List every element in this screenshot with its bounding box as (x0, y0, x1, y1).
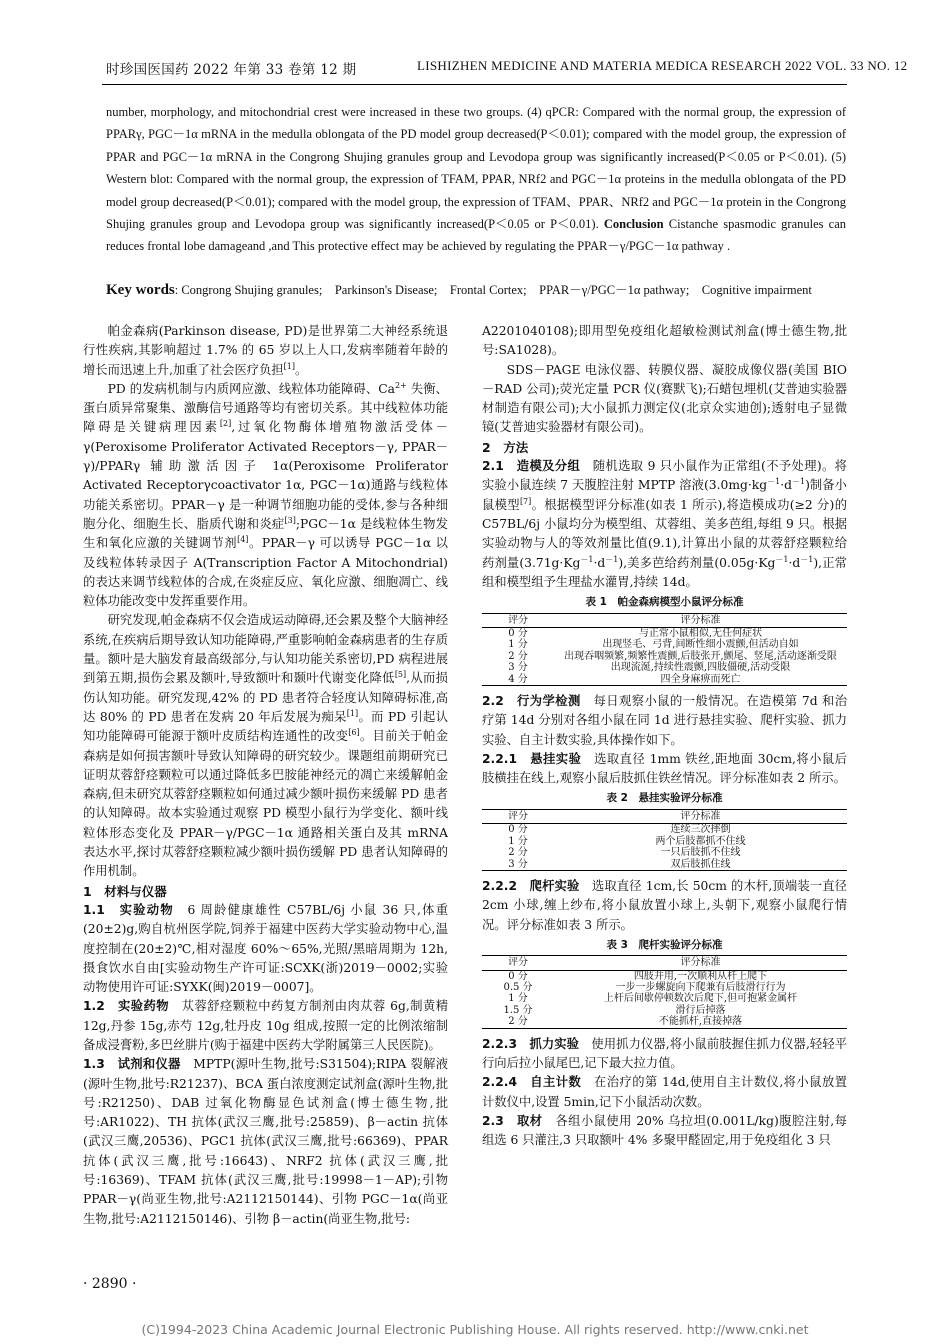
table-row: 0 分 连续三次摔倒 (508, 824, 731, 836)
table-1-grid (482, 613, 847, 686)
subsection-title: 2.2.3 抓力实验 (482, 1036, 580, 1051)
table-row: 0 分 与正常小鼠相似,无任何症状 (508, 627, 763, 639)
citation: [1] (346, 708, 359, 718)
table-header: 评分 (482, 613, 554, 627)
section-2-3: 2.3 取材 各组小鼠使用 20% 乌拉坦(0.001L/kg)腹腔注射,每组选 6 只灌注,3 只取额叶 4% 多聚甲醛固定,用于免疫组化 3 只 (482, 1113, 847, 1148)
table-row: 2 分 不能抓杆,直接掉落 (508, 1016, 743, 1028)
citation: [3] (284, 515, 296, 525)
section-2-2-3: 2.2.3 抓力实验 使用抓力仪器,将小鼠前肢握住抓力仪器,轻轻平行向后拉小鼠尾巴,记下最大拉力值。 (482, 1036, 847, 1070)
copyright-footer: (C)1994-2023 China Academic Journal Electronic Publishing House. All rights reserved. http://www.cnki.net (141, 1322, 809, 1337)
subsection-title: 1.1 实验动物 (83, 902, 174, 917)
table-row: 3 分 双后肢抓住线 (508, 858, 731, 870)
table-row: 1 分 上杆后间歇停顿数次后爬下,但可抱紧金属杆 (508, 993, 798, 1005)
subsection-title: 2.2.4 自主计数 (482, 1075, 582, 1090)
table-row: 1 分 出现竖毛、弓背,间断性细小震颤,但活动自如 (508, 639, 799, 651)
citation: [4] (237, 535, 249, 545)
section-2-1: 2.1 造模及分组 随机选取 9 只小鼠作为正常组(不予处理)。将实验小鼠连续 7 天腹腔注射 MPTP 溶液$(3.0mg\cdot kg^{-1}\cdot d^{-1})$制备小鼠模型[7]。根据模型评分标准(如表 1 所示),将造模成功(≥2 分)的 C57BL/6j 小鼠均分为模型组、苁蓉组、美多芭组,每组 9 只。根据实验动物与人的等效剂量比值(9.1),计算出小鼠的苁蓉舒痉颗粒给药剂量$(3.71g\cdot Kg^{-1}\cdot d^{-1})$,美多芭给药剂量$(0.05g\cdot Kg^{-1}\cdot d^{-1})$,正常组和模型组予生理盐水灌胃,持续 14d。 (482, 459, 847, 589)
table-title: 表 2 悬挂实验评分标准 (606, 792, 723, 805)
abstract-results-text: number, morphology, and mitochondrial crest were increased in these two groups. (4) qPCR: Compared with the normal group, the expression of PPARγ, PGC－1α mRNA in the medulla oblongata of the PD model group decreased(P＜0.01); compared with the model group, the expression of PPAR and PGC－1α mRNA in the Congrong Shujing granules group and Levodopa group was significantly increased(P＜0.05 or P＜0.01). (5) Western blot: Compared with the normal group, the expression of TFAM, PPAR, NRf2 and PGC－1α proteins in the medulla oblongata of the PD model group decreased(P＜0.01); compared with the model group, the expression of TFAM、PPAR、NRf2 and PGC－1α protein in the Congrong Shujing granules group and Levodopa group was significantly increased(P＜0.05 or P＜0.01). (106, 105, 846, 232)
conclusion-label: Conclusion (603, 217, 664, 232)
left-column (83, 322, 448, 1229)
section-2-2-4: 2.2.4 自主计数 在治疗的第 14d,使用自主计数仪,将小鼠放置计数仪中,设置 5min,记下小鼠活动次数。 (482, 1075, 847, 1109)
table-row: 3 分 出现流涎,持续性震颤,四肢僵硬,活动受限 (508, 662, 791, 674)
table-row: 0 分 四肢并用,一次顺利从杆上爬下 (508, 970, 768, 982)
journal-header-chinese: 时珍国医国药 2022 年第 33 卷第 12 期 (106, 62, 357, 78)
section-1-2: 1.2 实验药物 苁蓉舒痉颗粒中药复方制剂由肉苁蓉 6g,制黄精 12g,丹参 15g,赤芍 12g,牡丹皮 10g 组成,按照一定的比例浓缩制备成浸膏粉,多巴丝肼片(购于福建中医药大学附属第三人民医院)。 (83, 999, 448, 1052)
subsection-title: 1.3 试剂和仪器 (83, 1057, 181, 1072)
section-1-1: 1.1 实验动物 6 周龄健康雄性 C57BL/6j 小鼠 36 只,体重(20±2)g,购自杭州医学院,饲养于福建中医药大学实验动物中心,温度控制在(20±2)℃,相对湿度 60%～65%,光照/黑暗周期为 12h,摄食饮水自由[实验动物生产许可证:SCXK(浙)2019－0002;实验动物使用许可证:SYXK(闽)2019－0007]。 (83, 902, 448, 995)
section-heading-methods: 2 方法 (482, 439, 529, 455)
section-heading-materials: 1 材料与仪器 (83, 883, 167, 899)
reagents-continued: A2201040108);即用型免疫组化超敏检测试剂盒(博士德生物,批号:SA1028)。 (482, 324, 847, 358)
intro-paragraph-1: 帕金森病(Parkinson disease, PD)是世界第二大神经系统退行性疾病,其影响超过 1.7% 的 65 岁以上人口,发病率随着年龄的增长而迅速上升,加重了社会医疗负担[1]。 (83, 324, 448, 377)
header-rule (102, 84, 847, 85)
citation: [5] (394, 670, 407, 680)
instruments-paragraph: SDS－PAGE 电泳仪器、转膜仪器、凝胶成像仪器(美国 BIO－RAD 公司);荧光定量 PCR 仪(赛默飞);石蜡包埋机(艾普迪实验器材制造有限公司);大小鼠抓力测定仪(北京众实迪创);透射电子显微镜(艾普迪实验器材有限公司)。 (482, 362, 847, 435)
table-header: 评分标准 (554, 956, 847, 970)
table-2 (482, 793, 847, 870)
superscript: 2+ (395, 380, 407, 390)
citation: [2] (219, 419, 232, 429)
intro-paragraph-3: 研究发现,帕金森病不仅会造成运动障碍,还会累及整个大脑神经系统,在疾病后期导致认知功能障碍,严重影响帕金森病患者的生存质量。额叶是大脑发育最高级部分,与认知功能关系密切,PD 病程进展到第五期,损伤会累及额叶,导致额叶和颞叶代谢变化降低[5],从而损伤认知功能。研究发现,42% 的 PD 患者符合轻度认知障碍标准,高达 80% 的 PD 患者在发病 20 年后发展为痴呆[1]。而 PD 引起认知功能障碍可能源于额叶皮质结构连通性的改变[6]。目前关于帕金森病是如何损害额叶导致认知障碍的研究较少。课题组前期研究已证明苁蓉舒痉颗粒可以通过降低多巴胺能神经元的凋亡来缓解帕金森病,但未研究苁蓉舒痉颗粒如何通过减少额叶损伤来缓解 PD 患者的认知障碍。故本实验通过观察 PD 模型小鼠行为学变化、额叶线粒体形态变化及 PPAR－γ/PGC－1α 通路相关蛋白及其 mRNA 表达水平,探讨苁蓉舒痉颗粒减少额叶损伤缓解 PD 患者认知障碍的作用机制。 (83, 613, 448, 879)
table-row: 2 分 一只后肢抓不住线 (508, 847, 741, 859)
table-row: 4 分 四全身麻痹而死亡 (508, 673, 741, 685)
conclusion-text: Cistanche spasmodic granules can reduces frontal lobe damageand ,and This protective effect may be achieved by regulating the PPAR－γ/PGC－1α pathway . (106, 217, 846, 254)
table-header: 评分标准 (554, 613, 847, 627)
citation: [1] (283, 361, 296, 371)
section-2-2: 2.2 行为学检测 每日观察小鼠的一般情况。在造模第 7d 和治疗第 14d 分别对各组小鼠在同 1d 进行悬挂实验、爬杆实验、抓力实验、自主计数实验,具体操作如下。 (482, 694, 847, 747)
citation: [6] (348, 728, 360, 738)
keywords-text: : Congrong Shujing granules; Parkinson's Disease; Frontal Cortex; PPAR－γ/PGC－1α pathway; Cognitive impairment (174, 283, 812, 297)
subsection-title: 2.2.2 爬杆实验 (482, 878, 580, 893)
right-column (482, 322, 847, 1150)
table-3-grid (482, 955, 847, 1028)
table-row: 2 分 出现吞咽频繁,频繁性震颤,后肢张开,颤尾、竖尾,活动逐渐受限 (508, 650, 837, 662)
subsection-title: 2.2 行为学检测 (482, 694, 581, 708)
table-row: 0.5 分 一步一步螺旋向下爬兼有后肢滑行行为 (503, 982, 786, 994)
subsection-title: 2.3 取材 (482, 1113, 543, 1128)
table-row: 1 分 两个后肢都抓不住线 (508, 835, 746, 847)
table-2-grid (482, 809, 847, 871)
table-header: 评分 (482, 956, 554, 970)
keywords (106, 279, 846, 301)
table-header: 评分 (482, 809, 554, 823)
subsection-title: 1.2 实验药物 (83, 999, 169, 1014)
section-1-3: 1.3 试剂和仪器 MPTP(源叶生物,批号:S31504);RIPA 裂解液(源叶生物,批号:R21237)、BCA 蛋白浓度测定试剂盒(源叶生物,批号:R21250)、DAB 过氧化物酶显色试剂盒(博士德生物,批号:AR1022)、TH 抗体(武汉三鹰,批号:25859)、β－actin 抗体(武汉三鹰,20536)、PGC1 抗体(武汉三鹰,批号:66369)、PPAR 抗体(武汉三鹰,批号:16643)、NRF2 抗体(武汉三鹰,批号:16369)、TFAM 抗体(武汉三鹰,批号:19998－1－AP);引物 PPAR－γ(尚亚生物,批号:A2112150144)、引物 PGC－1α(尚亚生物,批号:A2112150146)、引物 β－actin(尚亚生物,批号: (83, 1057, 448, 1226)
table-1 (482, 597, 847, 686)
section-2-2-1: 2.2.1 悬挂实验 选取直径 1mm 铁丝,距地面 30cm,将小鼠后肢横挂在线上,观察小鼠后肢抓住铁丝情况。评分标准如表 2 所示。 (482, 751, 847, 786)
intro-paragraph-2: PD 的发病机制与内质网应激、线粒体功能障碍、$Ca^{2+}$ 失衡、蛋白质异常聚集、激酶信号通路等均有密切关系。其中线粒体功能障碍是关键病理因素[2],过氧化物酶体增殖物激活受体－γ(Peroxisome Proliferator Activated Receptors－γ, PPAR－γ)/PPARγ 辅助激活因子 1α(Peroxisome Proliferator Activated Receptorγcoactivator 1α, PGC－1α)通路与线粒体功能关系密切。PPAR－γ 是一种调节细胞功能的受体,参与各种细胞分化、细胞生长、脂质代谢和炎症[3];PGC－1α 是线粒体生物发生和氧化应激的关键调节剂[4]。PPAR－γ 可以诱导 PGC－1α 以及线粒体转录因子 A(Transcription Factor A Mitochondrial)的表达来调节线粒体的合成,在炎症反应、氧化应激、细胞凋亡、线粒体功能改变中发挥重要作用。 (83, 380, 448, 609)
journal-header-english: LISHIZHEN MEDICINE AND MATERIA MEDICA RESEARCH 2022 VOL. 33 NO. 12 (417, 58, 908, 73)
table-row: 1.5 分 滑行后掉落 (503, 1004, 726, 1016)
section-2-2-2: 2.2.2 爬杆实验 选取直径 1cm,长 50cm 的木杆,顶端装一直径 2cm 小球,缠上纱布,将小鼠放置小球上,头朝下,观察小鼠爬行情况。评分标准如表 3 所示。 (482, 878, 847, 932)
subsection-title: 2.1 造模及分组 (482, 459, 581, 474)
english-abstract (106, 101, 846, 258)
table-title: 表 3 爬杆实验评分标准 (606, 938, 723, 951)
subsection-title: 2.2.1 悬挂实验 (482, 751, 582, 766)
keywords-label: Key words (106, 282, 175, 298)
table-title: 表 1 帕金森病模型小鼠评分标准 (585, 596, 744, 609)
page-number: · 2890 · (83, 1276, 137, 1292)
table-3 (482, 940, 847, 1029)
citation: [7] (519, 496, 532, 506)
table-header: 评分标准 (554, 809, 847, 823)
